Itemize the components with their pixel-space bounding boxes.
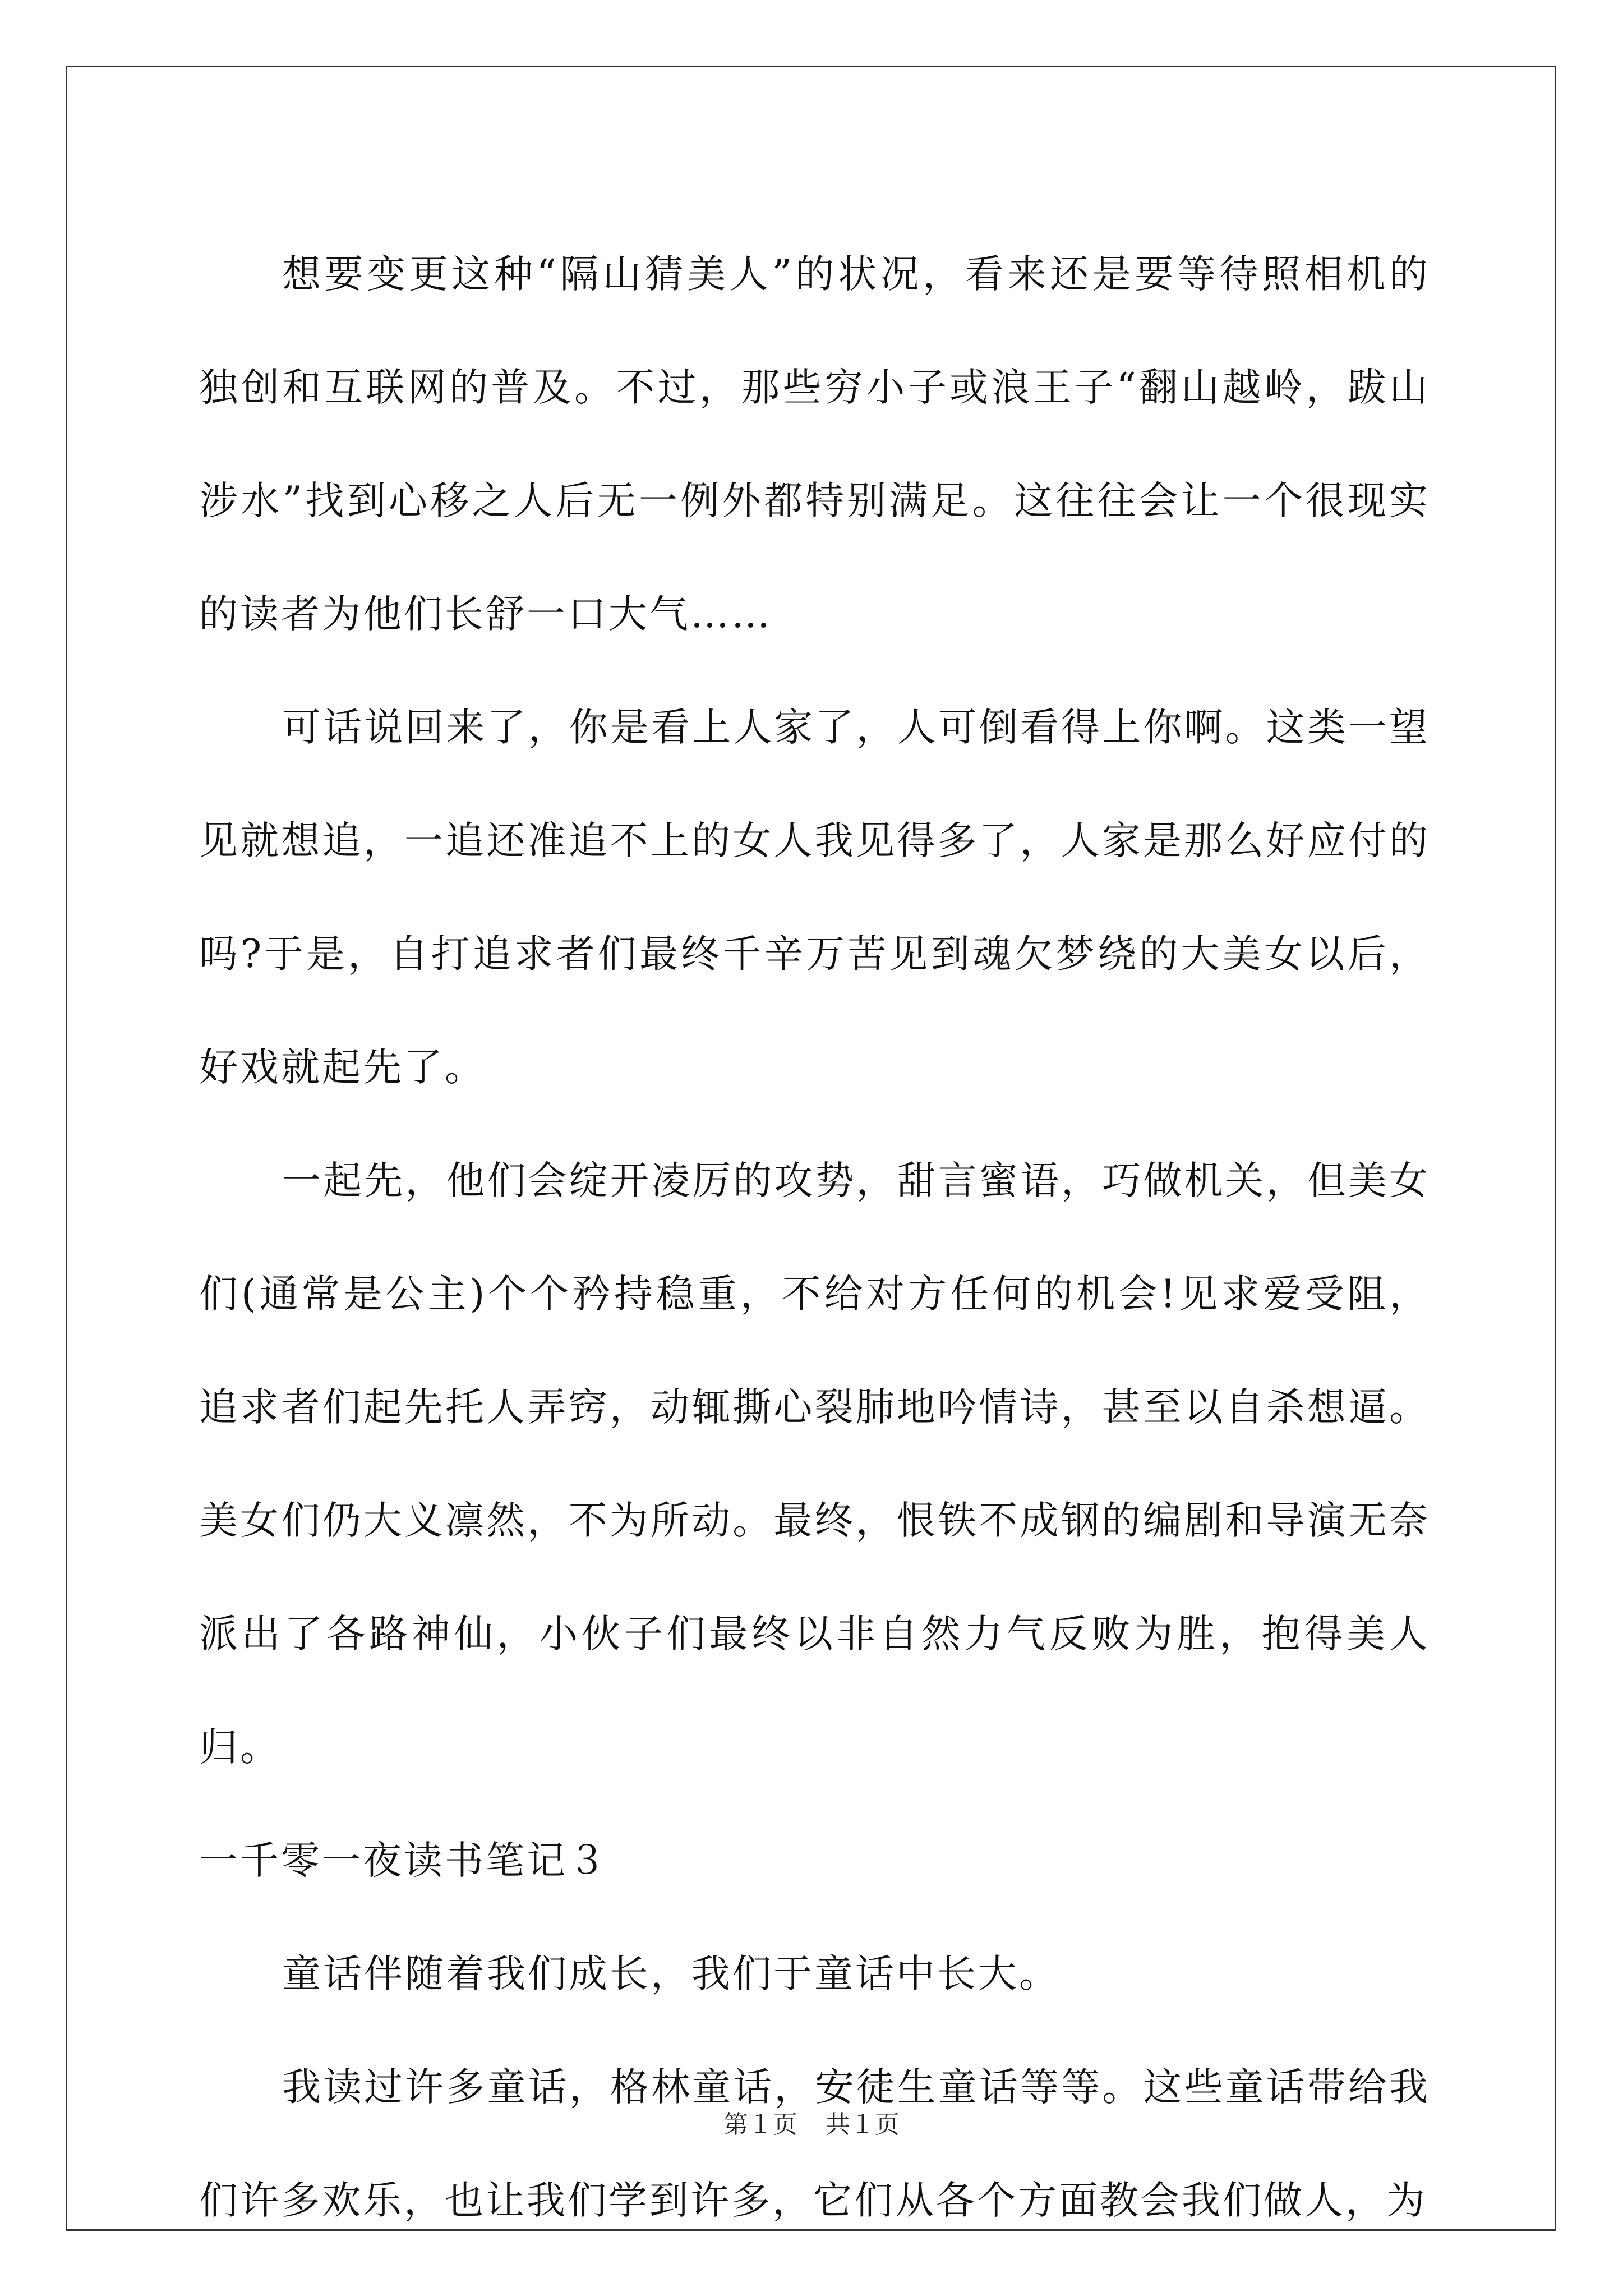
paragraph-3: 一起先，他们会绽开凌厉的攻势，甜言蜜语，巧做机关，但美女们(通常是公主)个个矜持稳重，不给对方任何的机会!见求爱受阻，追求者们起先托人弄窍，动辄撕心裂肺地吟情诗，甚至以自杀想逼。美女们仍大义凛然，不为所动。最终，恨铁不成钢的编剧和导演无奈派出了各路神仙，小伙子们最终以非自然力气反败为胜，抱得美人归。: [199, 1158, 1430, 1770]
document-body: [199, 218, 1430, 2257]
paragraph-5: 我读过许多童话，格林童话，安徒生童话等等。这些童话带给我们许多欢乐，也让我们学到许多，它们从各个方面教会我们做人，为: [199, 2065, 1430, 2223]
section-heading: 一千零一夜读书笔记３: [199, 1838, 608, 1883]
page-footer: [0, 2108, 1623, 2142]
paragraph-2: 可话说回来了，你是看上人家了，人可倒看得上你啊。这类一望见就想追，一追还准追不上的女人我见得多了，人家是那么好应付的吗?于是，自打追求者们最终千辛万苦见到魂欠梦绕的大美女以后，好戏就起先了。: [199, 705, 1430, 1090]
paragraph-1: 想要变更这种“隔山猜美人”的状况，看来还是要等待照相机的独创和互联网的普及。不过，那些穷小子或浪王子“翻山越岭，跋山涉水”找到心移之人后无一例外都特别满足。这往往会让一个很现实的读者为他们长舒一口大气……: [199, 252, 1430, 637]
page-number: 第１页: [723, 2110, 797, 2139]
page-total: 共１页: [826, 2110, 900, 2139]
paragraph-4: 童话伴随着我们成长，我们于童话中长大。: [282, 1952, 1060, 1996]
